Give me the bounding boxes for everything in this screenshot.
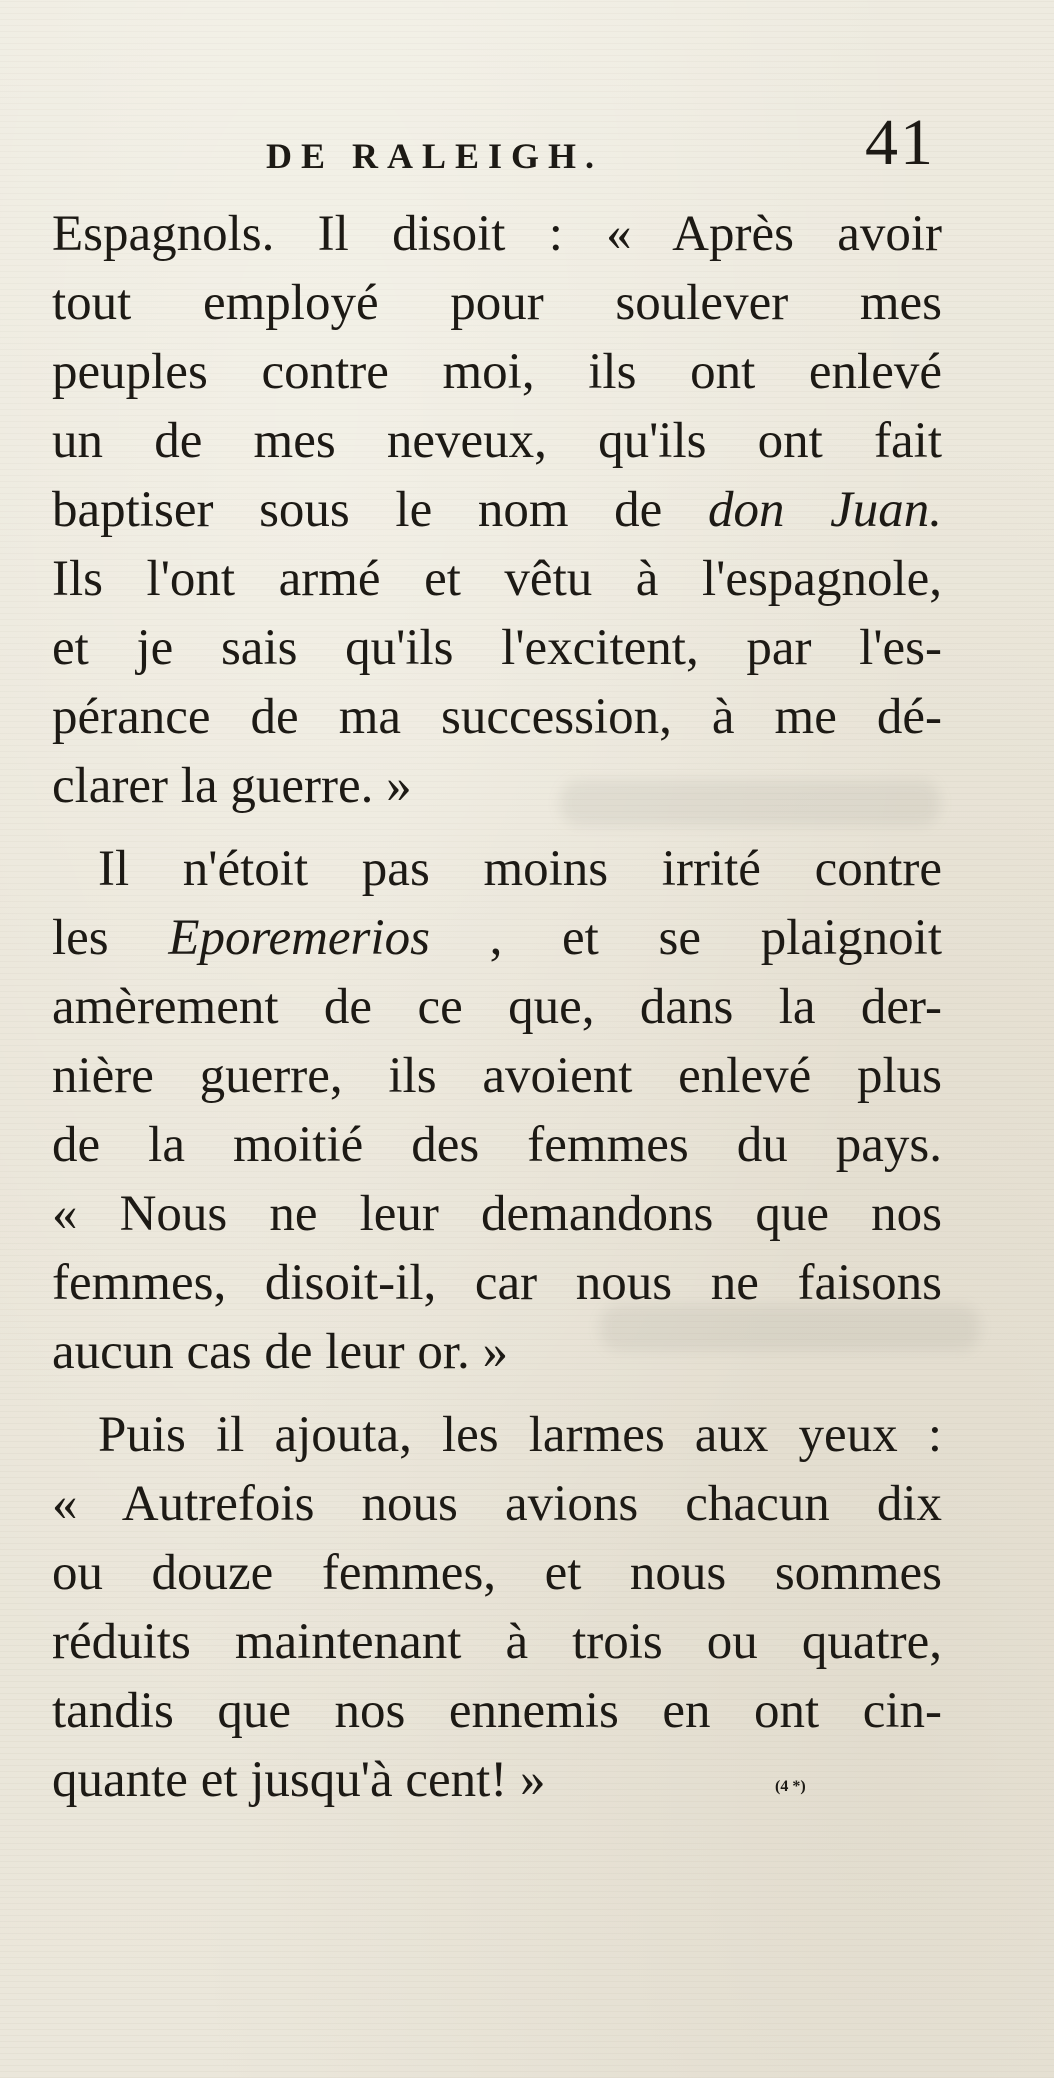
text-run: les	[52, 910, 109, 966]
signature-mark: (4 *)	[775, 1778, 806, 1795]
text-line: Il n'étoit pas moins irrité contre	[98, 841, 942, 897]
text-line: amèrement de ce que, dans la der-	[52, 979, 942, 1035]
text-line: de la moitié des femmes du pays.	[52, 1117, 942, 1173]
text-run: , et se plaignoit	[489, 910, 943, 966]
text-run: baptiser sous le nom de	[52, 482, 663, 538]
italic-name: Eporemerios	[168, 910, 430, 966]
text-line: femmes, disoit-il, car nous ne faisons	[52, 1255, 942, 1311]
text-line: ou douze femmes, et nous sommes	[52, 1545, 942, 1601]
page-number: 41	[865, 106, 935, 179]
text-line: et je sais qu'ils l'excitent, par l'es-	[52, 620, 942, 676]
running-head: DE RALEIGH.	[266, 136, 604, 176]
text-line: Ils l'ont armé et vêtu à l'espagnole,	[52, 551, 942, 607]
text-line	[52, 476, 942, 545]
text-line: un de mes neveux, qu'ils ont fait	[52, 413, 942, 469]
text-line: « Nous ne leur demandons que nos	[52, 1186, 942, 1242]
text-line: réduits maintenant à trois ou quatre,	[52, 1614, 942, 1670]
text-line: « Autrefois nous avions chacun dix	[52, 1476, 942, 1532]
text-line: tandis que nos ennemis en ont cin-	[52, 1683, 942, 1739]
italic-name: don Juan.	[707, 482, 943, 538]
text-line: pérance de ma succession, à me dé-	[52, 689, 942, 745]
text-line: tout employé pour soulever mes	[52, 275, 942, 331]
text-line: nière guerre, ils avoient enlevé plus	[52, 1048, 942, 1104]
text-line: Puis il ajouta, les larmes aux yeux :	[98, 1407, 942, 1463]
text-line: aucun cas de leur or. »	[52, 1324, 508, 1380]
text-line: quante et jusqu'à cent! »	[52, 1752, 546, 1808]
text-line: Espagnols. Il disoit : « Après avoir	[52, 206, 942, 262]
text-line	[52, 904, 942, 973]
body-text	[52, 200, 942, 1815]
text-line: clarer la guerre. »	[52, 758, 412, 814]
text-line: peuples contre moi, ils ont enlevé	[52, 344, 942, 400]
